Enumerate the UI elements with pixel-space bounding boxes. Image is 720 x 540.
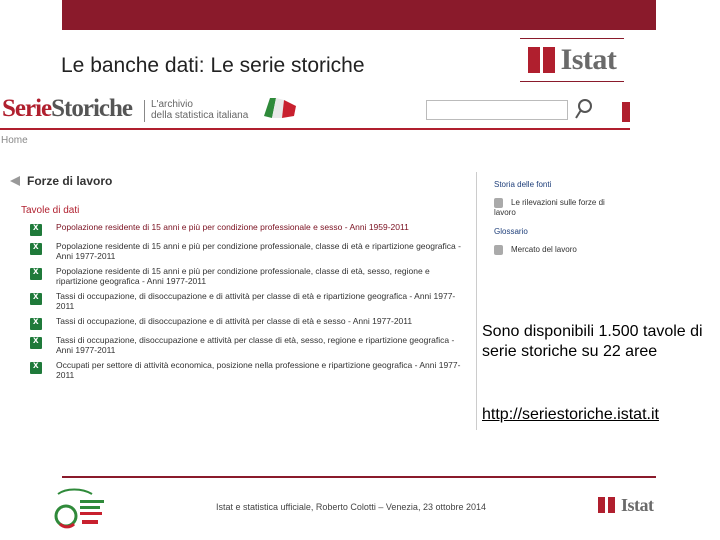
italy-flag-icon bbox=[262, 96, 298, 120]
excel-file-icon[interactable] bbox=[30, 337, 42, 349]
red-tab bbox=[622, 102, 630, 122]
slide-title: Le banche dati: Le serie storiche bbox=[61, 54, 365, 77]
list-item[interactable] bbox=[30, 291, 472, 311]
top-banner-bar bbox=[62, 0, 656, 30]
site-logo-part1: Serie bbox=[2, 95, 52, 122]
list-item[interactable] bbox=[30, 316, 472, 330]
excel-file-icon[interactable] bbox=[30, 268, 42, 280]
footer-istat-logo bbox=[598, 494, 654, 516]
list-item[interactable] bbox=[30, 222, 472, 236]
breadcrumb[interactable]: Home bbox=[1, 135, 28, 146]
list-item[interactable] bbox=[30, 335, 472, 355]
site-logo[interactable] bbox=[2, 95, 132, 123]
section-label: Tavole di dati bbox=[21, 205, 80, 216]
excel-file-icon[interactable] bbox=[30, 293, 42, 305]
list-item[interactable] bbox=[30, 241, 472, 261]
excel-file-icon[interactable] bbox=[30, 243, 42, 255]
excel-file-icon[interactable] bbox=[30, 362, 42, 374]
seriestoriche-link[interactable]: http://seriestoriche.istat.it bbox=[482, 406, 659, 423]
search-input[interactable] bbox=[426, 100, 568, 120]
search-icon[interactable] bbox=[574, 98, 594, 120]
logo-separator bbox=[144, 100, 145, 122]
excel-file-icon[interactable] bbox=[30, 318, 42, 330]
tagline-line1: L'archivio bbox=[151, 99, 193, 110]
footer-line bbox=[62, 476, 656, 478]
sidebar-heading-sources: Storia delle fonti bbox=[494, 180, 552, 189]
tagline-line2: della statistica italiana bbox=[151, 110, 249, 121]
site-logo-part2: Storiche bbox=[51, 95, 133, 122]
sidebar-heading-glossary: Glossario bbox=[494, 227, 528, 236]
list-item[interactable] bbox=[30, 266, 472, 286]
table-link[interactable]: Popolazione residente di 15 anni e più per condizione professionale, classe di età, sesso, regione e ripartizione geografica - Anni 1977-2011 bbox=[56, 266, 430, 286]
istat-logo-mark-icon bbox=[528, 47, 555, 73]
istat-logo bbox=[520, 38, 624, 82]
list-item[interactable] bbox=[30, 360, 472, 380]
sidebar-item-sources[interactable] bbox=[494, 198, 624, 217]
sidebar-divider bbox=[476, 172, 477, 430]
website-screenshot bbox=[0, 90, 630, 430]
excel-file-icon[interactable] bbox=[30, 224, 42, 236]
sidebar-item-label[interactable]: Mercato del lavoro bbox=[511, 245, 577, 254]
site-tagline bbox=[151, 99, 248, 121]
istat-logo-mark-icon bbox=[598, 497, 615, 513]
event-logo-icon bbox=[52, 486, 108, 532]
back-arrow-icon[interactable] bbox=[10, 176, 22, 186]
table-link[interactable]: Tassi di occupazione, di disoccupazione e di attività per classe di età e sesso - Anni 1977-2011 bbox=[56, 316, 413, 326]
page-heading: Forze di lavoro bbox=[27, 174, 113, 188]
table-link[interactable]: Tassi di occupazione, disoccupazione e attività per classe di età, sesso, regione e ripartizione geografica - Anni 1977-2011 bbox=[56, 335, 455, 355]
istat-logo-text: Istat bbox=[560, 43, 617, 76]
footer-text: Istat e statistica ufficiale, Roberto Colotti – Venezia, 23 ottobre 2014 bbox=[216, 502, 486, 512]
table-link[interactable]: Occupati per settore di attività economica, posizione nella professione e ripartizione geografica - Anni 1977-2011 bbox=[56, 360, 461, 380]
sidebar-item-label[interactable]: Le rilevazioni sulle forze di lavoro bbox=[494, 198, 605, 217]
table-link[interactable]: Tassi di occupazione, di disoccupazione e di attività per classe di età e ripartizione geografica - Anni 1977-2011 bbox=[56, 291, 456, 311]
sidebar-item-glossary[interactable] bbox=[494, 245, 577, 255]
tables-list bbox=[30, 222, 472, 385]
table-link[interactable]: Popolazione residente di 15 anni e più per condizione professionale, classe di età e ripartizione geografica - Anni 1977-2011 bbox=[56, 241, 461, 261]
table-link[interactable]: Popolazione residente di 15 anni e più per condizione professionale e sesso - Anni 1959-2011 bbox=[56, 222, 409, 232]
document-icon bbox=[494, 198, 503, 208]
site-header bbox=[0, 90, 630, 130]
callout-text: Sono disponibili 1.500 tavole di serie storiche su 22 aree bbox=[478, 320, 718, 364]
document-icon bbox=[494, 245, 503, 255]
istat-logo-text: Istat bbox=[621, 494, 654, 515]
